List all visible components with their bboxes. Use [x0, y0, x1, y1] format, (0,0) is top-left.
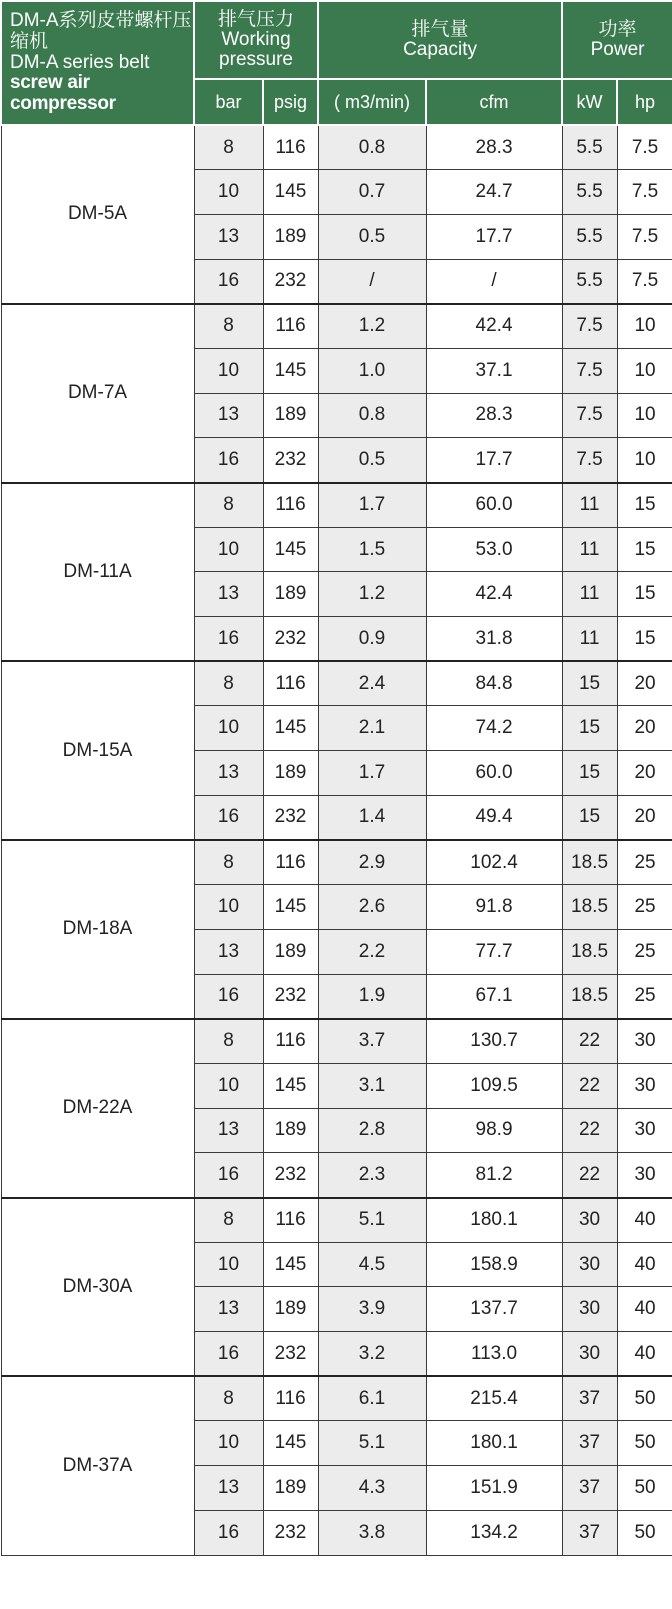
- psig-cell: 145: [263, 706, 318, 751]
- m3-cell: /: [318, 259, 426, 304]
- kw-cell: 7.5: [562, 438, 617, 483]
- psig-cell: 116: [263, 840, 318, 885]
- unit-m3-header: ( m3/min): [318, 79, 426, 125]
- hp-cell: 25: [617, 840, 672, 885]
- cfm-cell: 84.8: [426, 661, 562, 706]
- kw-cell: 22: [562, 1108, 617, 1153]
- table-row: [1, 1198, 672, 1243]
- kw-cell: 30: [562, 1198, 617, 1243]
- kw-cell: 5.5: [562, 170, 617, 215]
- psig-cell: 145: [263, 1063, 318, 1108]
- cfm-cell: 60.0: [426, 751, 562, 796]
- psig-cell: 116: [263, 661, 318, 706]
- kw-cell: 37: [562, 1421, 617, 1466]
- unit-psig-header: psig: [263, 79, 318, 125]
- m3-cell: 0.9: [318, 617, 426, 662]
- m3-cell: 2.4: [318, 661, 426, 706]
- model-column-header: [1, 1, 194, 125]
- power-header-en: Power: [590, 39, 645, 60]
- cfm-cell: 74.2: [426, 706, 562, 751]
- cfm-cell: 42.4: [426, 304, 562, 349]
- hp-cell: 20: [617, 751, 672, 796]
- hp-cell: 25: [617, 885, 672, 930]
- model-header-cn: DM-A系列皮带螺杆压缩机: [10, 9, 192, 52]
- hp-cell: 50: [617, 1376, 672, 1421]
- kw-cell: 22: [562, 1063, 617, 1108]
- m3-cell: 1.2: [318, 572, 426, 617]
- bar-cell: 16: [194, 1332, 263, 1377]
- kw-cell: 18.5: [562, 974, 617, 1019]
- m3-cell: 0.5: [318, 214, 426, 259]
- model-header-en-line1: DM-A series belt: [10, 51, 150, 73]
- hp-cell: 40: [617, 1287, 672, 1332]
- unit-cfm-header: cfm: [426, 79, 562, 125]
- cfm-cell: 102.4: [426, 840, 562, 885]
- bar-cell: 16: [194, 617, 263, 662]
- m3-cell: 1.7: [318, 483, 426, 528]
- m3-cell: 3.8: [318, 1510, 426, 1555]
- bar-cell: 10: [194, 1242, 263, 1287]
- m3-cell: 1.4: [318, 795, 426, 840]
- capacity-header-cn: 排气量: [411, 19, 469, 41]
- m3-cell: 3.2: [318, 1332, 426, 1377]
- pressure-group-header: [194, 1, 318, 79]
- psig-cell: 189: [263, 393, 318, 438]
- unit-hp-header: hp: [617, 79, 672, 125]
- kw-cell: 22: [562, 1153, 617, 1198]
- bar-cell: 8: [194, 661, 263, 706]
- psig-cell: 232: [263, 617, 318, 662]
- table-row: [1, 840, 672, 885]
- m3-cell: 2.2: [318, 929, 426, 974]
- hp-cell: 15: [617, 617, 672, 662]
- model-name-cell: DM-30A: [1, 1198, 194, 1377]
- psig-cell: 189: [263, 1108, 318, 1153]
- model-name-cell: DM-7A: [1, 304, 194, 483]
- bar-cell: 13: [194, 751, 263, 796]
- hp-cell: 7.5: [617, 214, 672, 259]
- power-header-cn: 功率: [598, 19, 637, 41]
- hp-cell: 20: [617, 706, 672, 751]
- bar-cell: 13: [194, 572, 263, 617]
- hp-cell: 30: [617, 1019, 672, 1064]
- bar-cell: 16: [194, 1510, 263, 1555]
- m3-cell: 1.9: [318, 974, 426, 1019]
- bar-cell: 16: [194, 438, 263, 483]
- psig-cell: 116: [263, 125, 318, 170]
- cfm-cell: 67.1: [426, 974, 562, 1019]
- bar-cell: 16: [194, 1153, 263, 1198]
- cfm-cell: 60.0: [426, 483, 562, 528]
- hp-cell: 25: [617, 929, 672, 974]
- cfm-cell: 109.5: [426, 1063, 562, 1108]
- cfm-cell: 81.2: [426, 1153, 562, 1198]
- psig-cell: 145: [263, 527, 318, 572]
- m3-cell: 0.8: [318, 125, 426, 170]
- bar-cell: 13: [194, 1287, 263, 1332]
- kw-cell: 11: [562, 527, 617, 572]
- kw-cell: 7.5: [562, 348, 617, 393]
- hp-cell: 30: [617, 1063, 672, 1108]
- hp-cell: 40: [617, 1198, 672, 1243]
- bar-cell: 8: [194, 304, 263, 349]
- hp-cell: 25: [617, 974, 672, 1019]
- kw-cell: 30: [562, 1332, 617, 1377]
- psig-cell: 116: [263, 483, 318, 528]
- kw-cell: 5.5: [562, 259, 617, 304]
- table-body: [1, 125, 672, 1555]
- cfm-cell: 137.7: [426, 1287, 562, 1332]
- bar-cell: 13: [194, 1466, 263, 1511]
- table-row: [1, 1376, 672, 1421]
- table-row: [1, 661, 672, 706]
- cfm-cell: 24.7: [426, 170, 562, 215]
- psig-cell: 145: [263, 170, 318, 215]
- cfm-cell: 151.9: [426, 1466, 562, 1511]
- m3-cell: 1.5: [318, 527, 426, 572]
- psig-cell: 189: [263, 751, 318, 796]
- psig-cell: 116: [263, 1376, 318, 1421]
- hp-cell: 15: [617, 527, 672, 572]
- hp-cell: 20: [617, 661, 672, 706]
- bar-cell: 10: [194, 1421, 263, 1466]
- kw-cell: 15: [562, 706, 617, 751]
- kw-cell: 15: [562, 661, 617, 706]
- table-header: [1, 1, 672, 125]
- psig-cell: 232: [263, 1510, 318, 1555]
- m3-cell: 3.7: [318, 1019, 426, 1064]
- unit-bar-header: bar: [194, 79, 263, 125]
- cfm-cell: 17.7: [426, 214, 562, 259]
- kw-cell: 5.5: [562, 214, 617, 259]
- psig-cell: 232: [263, 795, 318, 840]
- kw-cell: 18.5: [562, 885, 617, 930]
- psig-cell: 116: [263, 1198, 318, 1243]
- cfm-cell: 77.7: [426, 929, 562, 974]
- cfm-cell: 180.1: [426, 1421, 562, 1466]
- model-name-cell: DM-15A: [1, 661, 194, 840]
- bar-cell: 13: [194, 929, 263, 974]
- hp-cell: 7.5: [617, 170, 672, 215]
- psig-cell: 189: [263, 572, 318, 617]
- m3-cell: 1.7: [318, 751, 426, 796]
- hp-cell: 10: [617, 438, 672, 483]
- psig-cell: 232: [263, 438, 318, 483]
- cfm-cell: 28.3: [426, 125, 562, 170]
- kw-cell: 7.5: [562, 393, 617, 438]
- psig-cell: 145: [263, 1421, 318, 1466]
- m3-cell: 0.5: [318, 438, 426, 483]
- m3-cell: 2.9: [318, 840, 426, 885]
- hp-cell: 30: [617, 1153, 672, 1198]
- bar-cell: 8: [194, 1198, 263, 1243]
- hp-cell: 40: [617, 1242, 672, 1287]
- psig-cell: 145: [263, 348, 318, 393]
- bar-cell: 13: [194, 1108, 263, 1153]
- m3-cell: 3.1: [318, 1063, 426, 1108]
- psig-cell: 189: [263, 929, 318, 974]
- capacity-group-header: [318, 1, 562, 79]
- cfm-cell: 28.3: [426, 393, 562, 438]
- kw-cell: 11: [562, 483, 617, 528]
- psig-cell: 145: [263, 885, 318, 930]
- cfm-cell: 98.9: [426, 1108, 562, 1153]
- model-name-cell: DM-18A: [1, 840, 194, 1019]
- kw-cell: 7.5: [562, 304, 617, 349]
- hp-cell: 15: [617, 483, 672, 528]
- cfm-cell: 17.7: [426, 438, 562, 483]
- bar-cell: 13: [194, 214, 263, 259]
- table-row: [1, 304, 672, 349]
- m3-cell: 1.0: [318, 348, 426, 393]
- psig-cell: 232: [263, 259, 318, 304]
- psig-cell: 232: [263, 974, 318, 1019]
- model-header-en-line2: screw air compressor: [10, 72, 116, 115]
- m3-cell: 0.7: [318, 170, 426, 215]
- cfm-cell: 31.8: [426, 617, 562, 662]
- hp-cell: 10: [617, 304, 672, 349]
- bar-cell: 10: [194, 1063, 263, 1108]
- capacity-header-en: Capacity: [403, 39, 477, 60]
- m3-cell: 4.3: [318, 1466, 426, 1511]
- hp-cell: 7.5: [617, 125, 672, 170]
- bar-cell: 16: [194, 259, 263, 304]
- m3-cell: 1.2: [318, 304, 426, 349]
- bar-cell: 10: [194, 706, 263, 751]
- kw-cell: 37: [562, 1510, 617, 1555]
- m3-cell: 5.1: [318, 1198, 426, 1243]
- bar-cell: 10: [194, 527, 263, 572]
- table-row: [1, 125, 672, 170]
- psig-cell: 116: [263, 1019, 318, 1064]
- bar-cell: 10: [194, 885, 263, 930]
- kw-cell: 11: [562, 572, 617, 617]
- table-row: [1, 1019, 672, 1064]
- psig-cell: 232: [263, 1332, 318, 1377]
- m3-cell: 2.3: [318, 1153, 426, 1198]
- bar-cell: 10: [194, 348, 263, 393]
- kw-cell: 37: [562, 1466, 617, 1511]
- cfm-cell: /: [426, 259, 562, 304]
- cfm-cell: 113.0: [426, 1332, 562, 1377]
- kw-cell: 18.5: [562, 840, 617, 885]
- kw-cell: 11: [562, 617, 617, 662]
- hp-cell: 7.5: [617, 259, 672, 304]
- bar-cell: 10: [194, 170, 263, 215]
- m3-cell: 0.8: [318, 393, 426, 438]
- pressure-header-cn: 排气压力: [218, 9, 295, 31]
- cfm-cell: 49.4: [426, 795, 562, 840]
- kw-cell: 37: [562, 1376, 617, 1421]
- psig-cell: 189: [263, 214, 318, 259]
- m3-cell: 2.6: [318, 885, 426, 930]
- hp-cell: 20: [617, 795, 672, 840]
- bar-cell: 8: [194, 1019, 263, 1064]
- unit-kw-header: kW: [562, 79, 617, 125]
- m3-cell: 6.1: [318, 1376, 426, 1421]
- kw-cell: 18.5: [562, 929, 617, 974]
- hp-cell: 50: [617, 1466, 672, 1511]
- model-name-cell: DM-11A: [1, 483, 194, 662]
- hp-cell: 50: [617, 1421, 672, 1466]
- bar-cell: 16: [194, 795, 263, 840]
- bar-cell: 8: [194, 125, 263, 170]
- m3-cell: 5.1: [318, 1421, 426, 1466]
- cfm-cell: 42.4: [426, 572, 562, 617]
- cfm-cell: 180.1: [426, 1198, 562, 1243]
- power-group-header: [562, 1, 672, 79]
- psig-cell: 116: [263, 304, 318, 349]
- table-row: [1, 483, 672, 528]
- psig-cell: 189: [263, 1287, 318, 1332]
- bar-cell: 8: [194, 840, 263, 885]
- psig-cell: 189: [263, 1466, 318, 1511]
- hp-cell: 10: [617, 393, 672, 438]
- hp-cell: 40: [617, 1332, 672, 1377]
- pressure-header-en: Working pressure: [219, 29, 293, 70]
- kw-cell: 15: [562, 795, 617, 840]
- m3-cell: 2.8: [318, 1108, 426, 1153]
- cfm-cell: 37.1: [426, 348, 562, 393]
- psig-cell: 145: [263, 1242, 318, 1287]
- kw-cell: 5.5: [562, 125, 617, 170]
- kw-cell: 15: [562, 751, 617, 796]
- hp-cell: 15: [617, 572, 672, 617]
- bar-cell: 16: [194, 974, 263, 1019]
- m3-cell: 2.1: [318, 706, 426, 751]
- cfm-cell: 158.9: [426, 1242, 562, 1287]
- bar-cell: 13: [194, 393, 263, 438]
- hp-cell: 50: [617, 1510, 672, 1555]
- m3-cell: 3.9: [318, 1287, 426, 1332]
- model-name-cell: DM-37A: [1, 1376, 194, 1555]
- m3-cell: 4.5: [318, 1242, 426, 1287]
- bar-cell: 8: [194, 1376, 263, 1421]
- hp-cell: 30: [617, 1108, 672, 1153]
- cfm-cell: 215.4: [426, 1376, 562, 1421]
- model-name-cell: DM-5A: [1, 125, 194, 304]
- cfm-cell: 91.8: [426, 885, 562, 930]
- hp-cell: 10: [617, 348, 672, 393]
- psig-cell: 232: [263, 1153, 318, 1198]
- cfm-cell: 130.7: [426, 1019, 562, 1064]
- cfm-cell: 53.0: [426, 527, 562, 572]
- model-name-cell: DM-22A: [1, 1019, 194, 1198]
- kw-cell: 30: [562, 1242, 617, 1287]
- kw-cell: 30: [562, 1287, 617, 1332]
- cfm-cell: 134.2: [426, 1510, 562, 1555]
- kw-cell: 22: [562, 1019, 617, 1064]
- bar-cell: 8: [194, 483, 263, 528]
